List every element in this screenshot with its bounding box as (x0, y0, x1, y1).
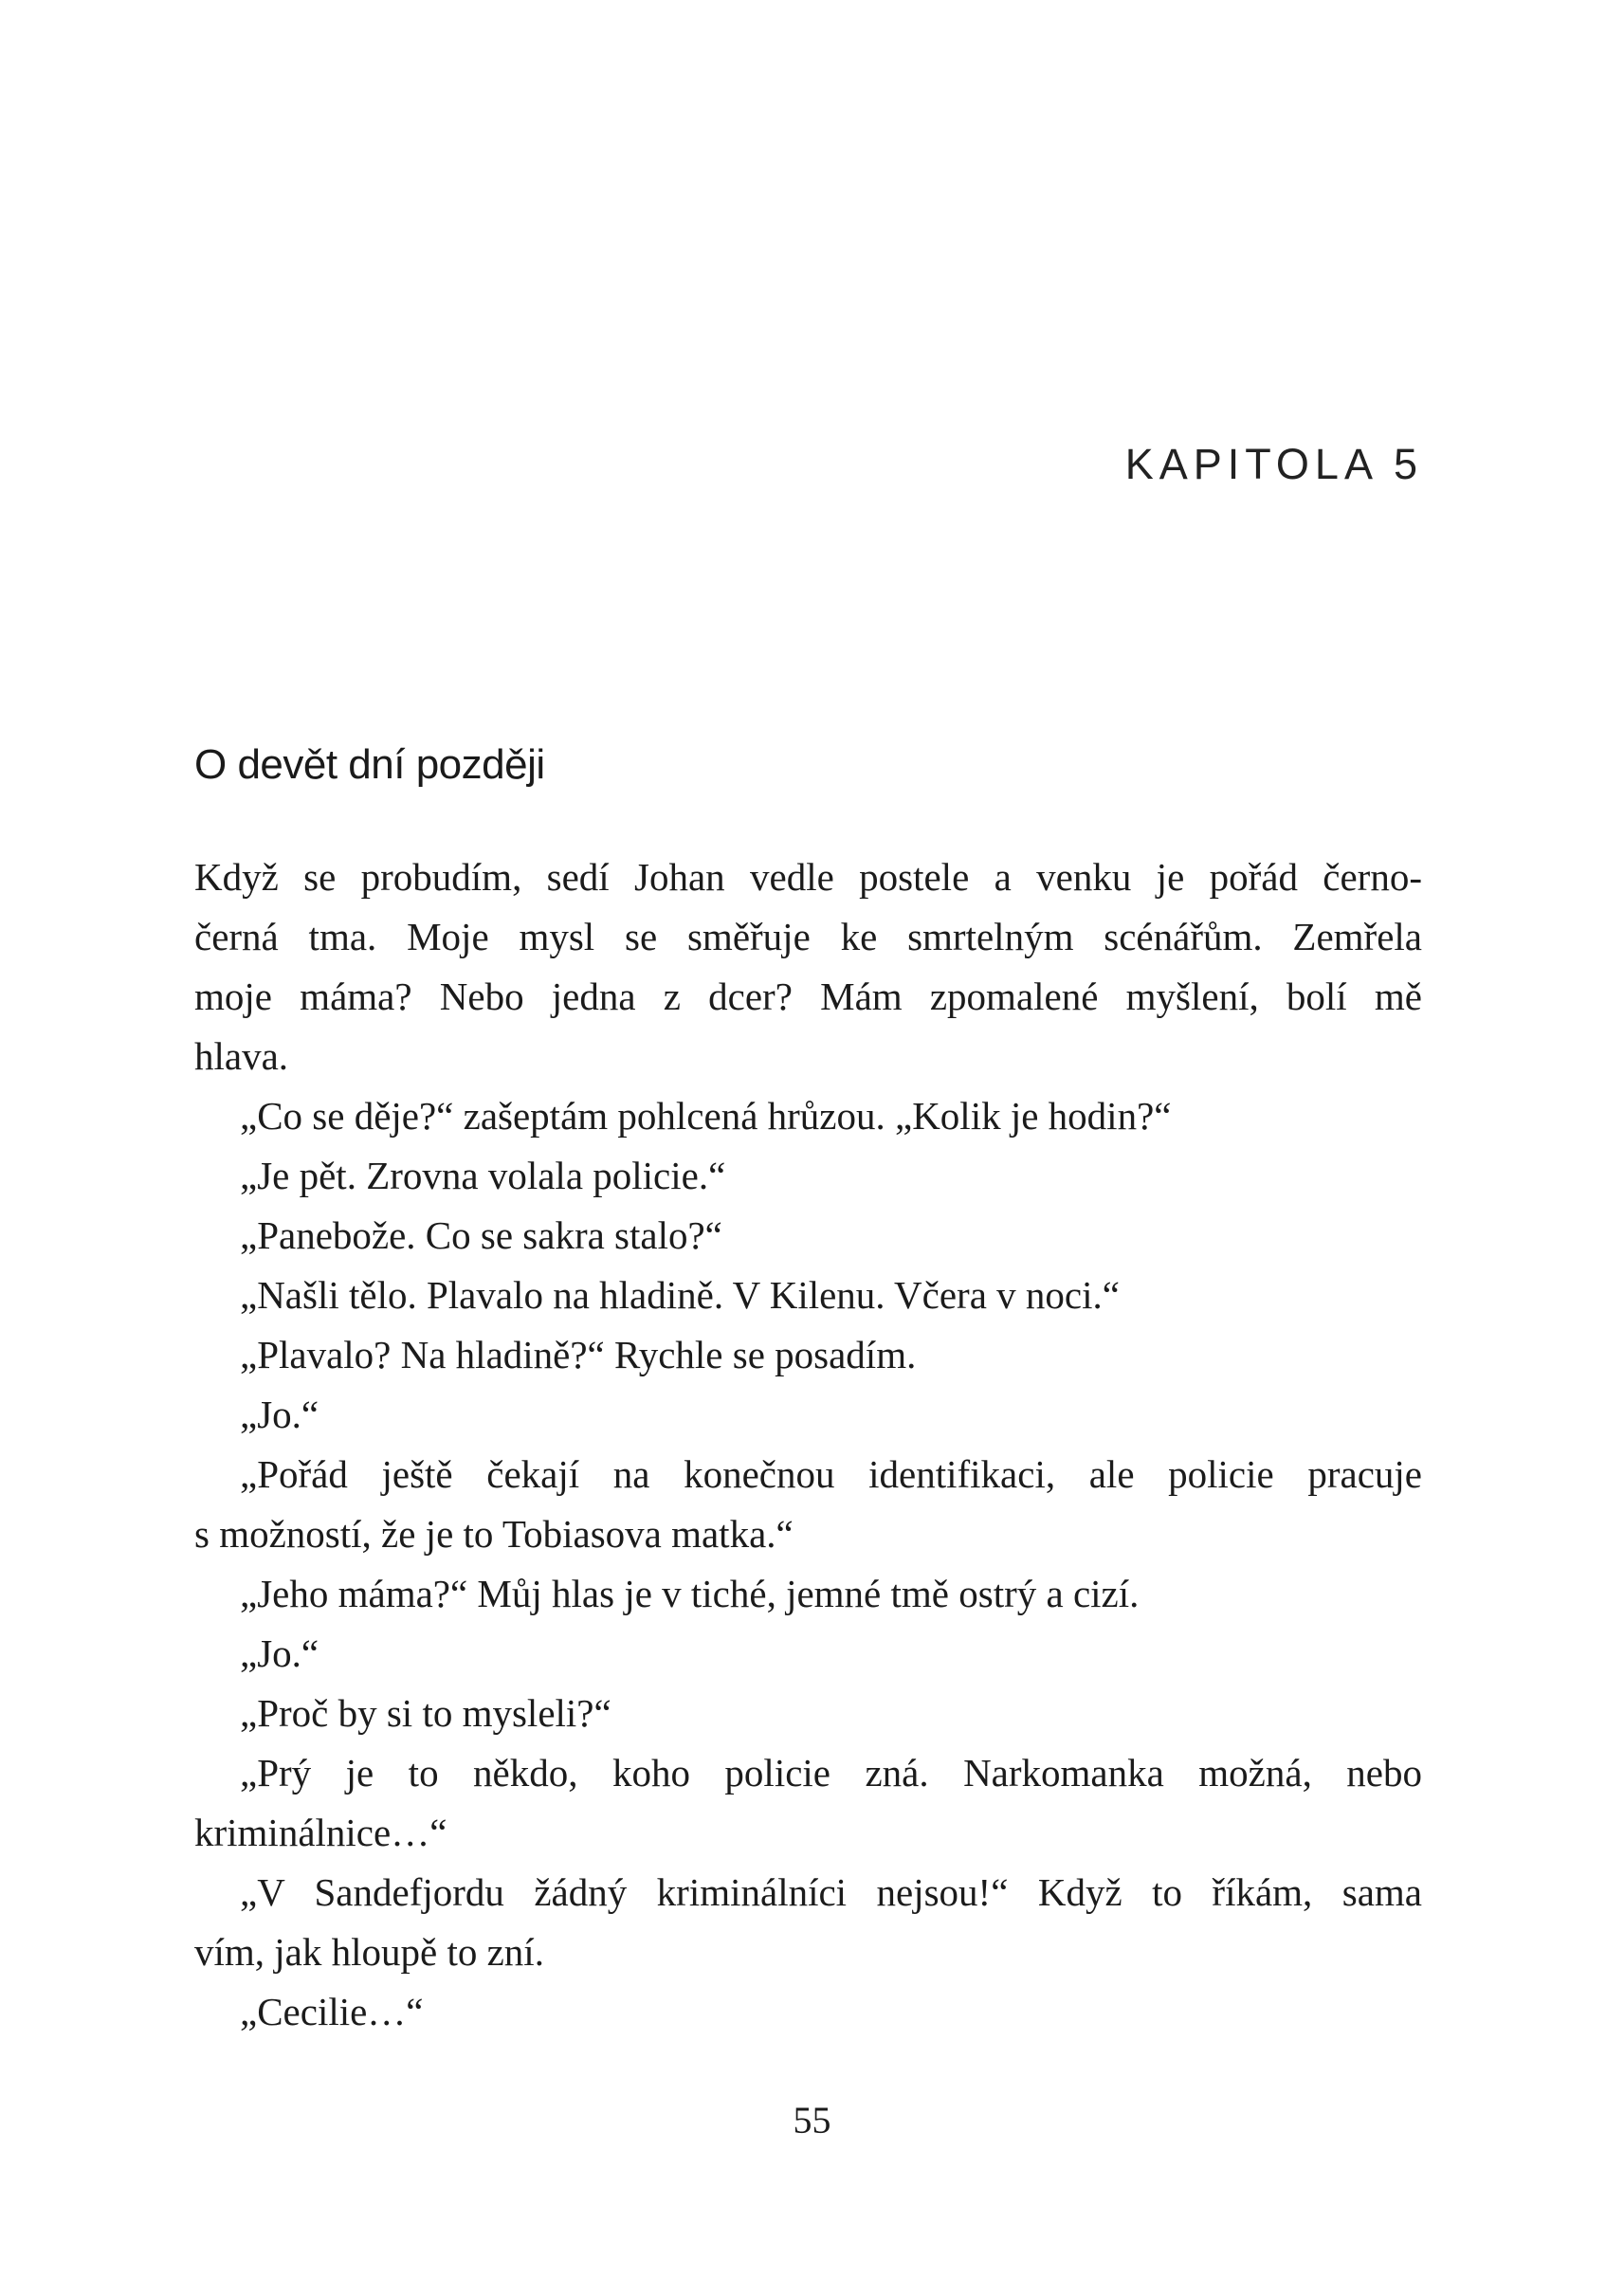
body-line: „V Sandefjordu žádný kriminálníci nejsou!“ Když to říkám, sama (240, 1870, 1422, 1914)
body-line: vím, jak hloupě to zní. (194, 1930, 544, 1974)
section-subtitle: O devět dní později (194, 741, 545, 788)
body-line: „Jo.“ (240, 1631, 319, 1675)
body-line: „Prý je to někdo, koho policie zná. Narkomanka možná, nebo (240, 1751, 1422, 1795)
body-line: „Panebože. Co se sakra stalo?“ (240, 1213, 722, 1257)
body-line: černá tma. Moje mysl se směřuje ke smrtelným scénářům. Zemřela (194, 915, 1422, 958)
body-line: „Jeho máma?“ Můj hlas je v tiché, jemné tmě ostrý a cizí. (240, 1572, 1140, 1615)
chapter-heading: KAPITOLA 5 (1124, 440, 1423, 488)
page-number: 55 (793, 2099, 831, 2141)
body-line: „Našli tělo. Plavalo na hladině. V Kilenu. Včera v noci.“ (240, 1273, 1120, 1317)
body-line: hlava. (194, 1034, 289, 1078)
body-line: „Pořád ještě čekají na konečnou identifikaci, ale policie pracuje (240, 1452, 1422, 1496)
body-line: Když se probudím, sedí Johan vedle postele a venku je pořád černo- (194, 855, 1422, 899)
body-text (194, 847, 1422, 2042)
body-line: „Plavalo? Na hladině?“ Rychle se posadím. (240, 1333, 917, 1376)
body-line: „Co se děje?“ zašeptám pohlcená hrůzou. „Kolik je hodin?“ (240, 1094, 1172, 1138)
body-line: kriminálnice…“ (194, 1811, 447, 1854)
body-line: s možností, že je to Tobiasova matka.“ (194, 1512, 794, 1556)
body-line: „Jo.“ (240, 1393, 319, 1436)
body-line: moje máma? Nebo jedna z dcer? Mám zpomalené myšlení, bolí mě (194, 975, 1422, 1018)
body-line: „Proč by si to mysleli?“ (240, 1691, 611, 1735)
body-line: „Je pět. Zrovna volala policie.“ (240, 1154, 726, 1197)
body-line: „Cecilie…“ (240, 1990, 424, 2033)
